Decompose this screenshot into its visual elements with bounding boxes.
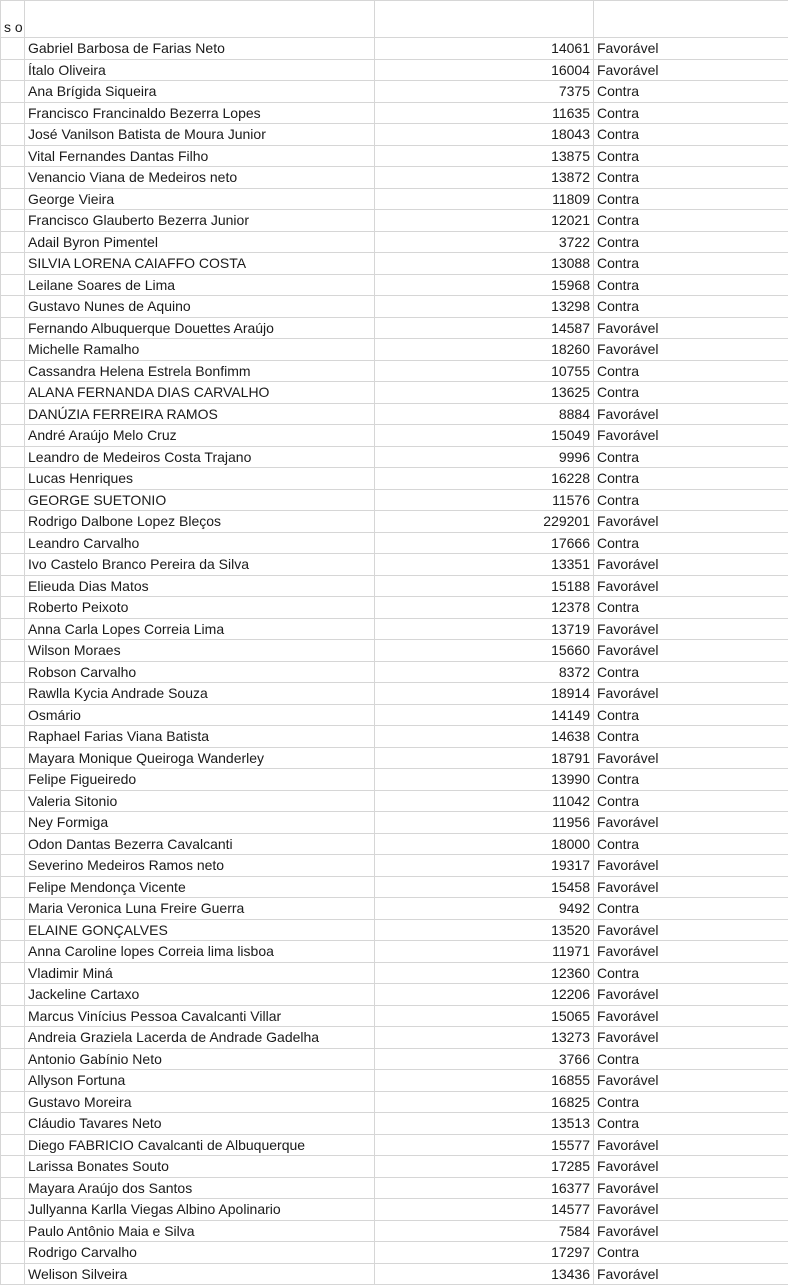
status-cell[interactable]: Favorável [594,683,788,705]
row-cell-a[interactable] [1,618,25,640]
table-row [1,898,788,920]
value-cell[interactable]: 11042 [375,790,594,812]
status-cell[interactable]: Favorável [594,812,788,834]
value-cell[interactable]: 14149 [375,704,594,726]
name-cell[interactable]: Osmário [25,704,375,726]
value-cell[interactable]: 13436 [375,1263,594,1285]
row-cell-a[interactable] [1,812,25,834]
name-cell[interactable]: Gabriel Barbosa de Farias Neto [25,38,375,60]
value-cell[interactable]: 15660 [375,640,594,662]
name-cell[interactable]: Ítalo Oliveira [25,59,375,81]
table-row [1,855,788,877]
status-cell[interactable]: Favorável [594,747,788,769]
value-cell[interactable]: 18260 [375,339,594,361]
name-cell[interactable]: Francisco Glauberto Bezerra Junior [25,210,375,232]
name-cell[interactable]: Gustavo Nunes de Aquino [25,296,375,318]
status-cell[interactable]: Contra [594,81,788,103]
status-cell[interactable]: Contra [594,468,788,490]
row-cell-a[interactable] [1,382,25,404]
value-cell[interactable]: 12206 [375,984,594,1006]
value-cell[interactable]: 10755 [375,360,594,382]
row-cell-a[interactable] [1,726,25,748]
row-cell-a[interactable] [1,59,25,81]
status-cell[interactable]: Favorável [594,1199,788,1221]
value-cell[interactable]: 13719 [375,618,594,640]
status-cell[interactable]: Contra [594,1242,788,1264]
table-row [1,597,788,619]
status-cell[interactable]: Favorável [594,511,788,533]
value-cell[interactable]: 14638 [375,726,594,748]
name-cell[interactable]: DANÚZIA FERREIRA RAMOS [25,403,375,425]
row-cell-a[interactable] [1,876,25,898]
table-row [1,167,788,189]
table-row [1,124,788,146]
name-cell[interactable]: Maria Veronica Luna Freire Guerra [25,898,375,920]
table-row [1,1134,788,1156]
value-cell[interactable]: 16855 [375,1070,594,1092]
row-cell-a[interactable] [1,984,25,1006]
name-cell[interactable]: Allyson Fortuna [25,1070,375,1092]
row-cell-a[interactable] [1,898,25,920]
table-row [1,382,788,404]
status-cell[interactable]: Contra [594,1048,788,1070]
value-cell[interactable]: 13088 [375,253,594,275]
table-row [1,683,788,705]
table-row [1,661,788,683]
row-cell-a[interactable] [1,919,25,941]
status-cell[interactable]: Favorável [594,38,788,60]
row-cell-a[interactable] [1,1199,25,1221]
value-cell[interactable]: 16228 [375,468,594,490]
name-cell[interactable]: Francisco Francinaldo Bezerra Lopes [25,102,375,124]
spreadsheet-body [1,1,788,1285]
table-row [1,769,788,791]
status-cell[interactable]: Contra [594,210,788,232]
value-cell[interactable]: 19317 [375,855,594,877]
row-cell-a[interactable] [1,360,25,382]
row-cell-a[interactable] [1,941,25,963]
name-cell[interactable]: Ivo Castelo Branco Pereira da Silva [25,554,375,576]
name-cell[interactable]: Venancio Viana de Medeiros neto [25,167,375,189]
name-cell[interactable]: Felipe Figueiredo [25,769,375,791]
status-cell[interactable]: Favorável [594,941,788,963]
value-cell[interactable]: 14587 [375,317,594,339]
table-row [1,1242,788,1264]
table-row [1,726,788,748]
row-cell-a[interactable] [1,1027,25,1049]
name-cell[interactable]: Vital Fernandes Dantas Filho [25,145,375,167]
table-row [1,59,788,81]
value-cell[interactable]: 9996 [375,446,594,468]
status-cell[interactable]: Contra [594,532,788,554]
status-cell[interactable]: Contra [594,167,788,189]
name-cell[interactable]: Mayara Monique Queiroga Wanderley [25,747,375,769]
status-cell[interactable]: Contra [594,769,788,791]
name-cell[interactable]: Diego FABRICIO Cavalcanti de Albuquerque [25,1134,375,1156]
status-cell[interactable]: Contra [594,446,788,468]
table-row [1,640,788,662]
status-cell[interactable]: Contra [594,898,788,920]
status-cell[interactable]: Contra [594,489,788,511]
row-cell-a[interactable] [1,145,25,167]
status-cell[interactable]: Contra [594,661,788,683]
row-cell-a[interactable] [1,339,25,361]
name-cell[interactable]: Roberto Peixoto [25,597,375,619]
table-row [1,1156,788,1178]
table-row [1,790,788,812]
name-cell[interactable]: Vladimir Miná [25,962,375,984]
row-cell-a[interactable] [1,1156,25,1178]
name-cell[interactable]: Rawlla Kycia Andrade Souza [25,683,375,705]
value-cell[interactable]: 18791 [375,747,594,769]
name-cell[interactable]: Michelle Ramalho [25,339,375,361]
row-cell-a[interactable] [1,1048,25,1070]
row-cell-a[interactable] [1,1263,25,1285]
row-cell-a[interactable] [1,1091,25,1113]
table-row [1,231,788,253]
row-cell-a[interactable] [1,1134,25,1156]
status-cell[interactable]: Favorável [594,984,788,1006]
name-cell[interactable]: Jullyanna Karlla Viegas Albino Apolinario [25,1199,375,1221]
header-row [1,1,788,38]
table-row [1,188,788,210]
status-cell[interactable]: Favorável [594,1156,788,1178]
name-cell[interactable]: André Araújo Melo Cruz [25,425,375,447]
status-cell[interactable]: Contra [594,726,788,748]
name-cell[interactable]: Mayara Araújo dos Santos [25,1177,375,1199]
row-cell-a[interactable] [1,81,25,103]
row-cell-a[interactable] [1,790,25,812]
table-row [1,145,788,167]
status-cell[interactable]: Favorável [594,1220,788,1242]
status-cell[interactable]: Favorável [594,1177,788,1199]
table-row [1,425,788,447]
value-cell[interactable]: 12360 [375,962,594,984]
value-cell[interactable]: 17297 [375,1242,594,1264]
table-row [1,962,788,984]
value-cell[interactable]: 12021 [375,210,594,232]
table-row [1,532,788,554]
status-cell[interactable]: Contra [594,360,788,382]
table-row [1,446,788,468]
name-cell[interactable]: Marcus Vinícius Pessoa Cavalcanti Villar [25,1005,375,1027]
table-row [1,360,788,382]
name-cell[interactable]: Leandro Carvalho [25,532,375,554]
row-cell-a[interactable] [1,425,25,447]
name-cell[interactable]: ELAINE GONÇALVES [25,919,375,941]
table-row [1,618,788,640]
row-cell-a[interactable] [1,102,25,124]
name-cell[interactable]: José Vanilson Batista de Moura Junior [25,124,375,146]
status-cell[interactable]: Favorável [594,339,788,361]
row-cell-a[interactable] [1,683,25,705]
name-cell[interactable]: Jackeline Cartaxo [25,984,375,1006]
value-cell[interactable]: 11635 [375,102,594,124]
status-cell[interactable]: Contra [594,296,788,318]
name-cell[interactable]: George Vieira [25,188,375,210]
table-row [1,984,788,1006]
row-cell-a[interactable] [1,274,25,296]
name-cell[interactable]: Leilane Soares de Lima [25,274,375,296]
value-cell[interactable]: 11809 [375,188,594,210]
table-row [1,1091,788,1113]
value-cell[interactable]: 13520 [375,919,594,941]
table-row [1,941,788,963]
status-cell[interactable]: Contra [594,231,788,253]
value-cell[interactable]: 13872 [375,167,594,189]
name-cell[interactable]: Gustavo Moreira [25,1091,375,1113]
row-cell-a[interactable] [1,769,25,791]
status-cell[interactable]: Contra [594,102,788,124]
name-cell[interactable]: SILVIA LORENA CAIAFFO COSTA [25,253,375,275]
value-cell[interactable]: 11956 [375,812,594,834]
row-cell-a[interactable] [1,855,25,877]
status-cell[interactable]: Favorável [594,59,788,81]
value-cell[interactable]: 9492 [375,898,594,920]
table-row [1,317,788,339]
row-cell-a[interactable] [1,833,25,855]
status-cell[interactable]: Favorável [594,618,788,640]
value-cell[interactable]: 15968 [375,274,594,296]
name-cell[interactable]: Severino Medeiros Ramos neto [25,855,375,877]
table-row [1,1199,788,1221]
status-cell[interactable]: Contra [594,145,788,167]
name-cell[interactable]: Rodrigo Carvalho [25,1242,375,1264]
status-cell[interactable]: Favorável [594,403,788,425]
row-cell-a[interactable] [1,1113,25,1135]
row-cell-a[interactable] [1,532,25,554]
status-cell[interactable]: Favorável [594,855,788,877]
status-cell[interactable]: Contra [594,597,788,619]
table-row [1,1113,788,1135]
value-cell[interactable]: 16377 [375,1177,594,1199]
status-cell[interactable]: Contra [594,962,788,984]
value-cell[interactable]: 15065 [375,1005,594,1027]
name-cell[interactable]: ALANA FERNANDA DIAS CARVALHO [25,382,375,404]
status-cell[interactable]: Favorável [594,425,788,447]
name-cell[interactable]: Valeria Sitonio [25,790,375,812]
row-cell-a[interactable] [1,296,25,318]
name-cell[interactable]: Larissa Bonates Souto [25,1156,375,1178]
name-cell[interactable]: GEORGE SUETONIO [25,489,375,511]
value-cell[interactable]: 11971 [375,941,594,963]
status-cell[interactable]: Contra [594,704,788,726]
row-cell-a[interactable] [1,1177,25,1199]
table-row [1,1005,788,1027]
row-cell-a[interactable] [1,403,25,425]
table-row [1,403,788,425]
value-cell[interactable]: 13990 [375,769,594,791]
row-cell-a[interactable] [1,124,25,146]
row-cell-a[interactable] [1,597,25,619]
row-cell-a[interactable] [1,188,25,210]
table-row [1,1027,788,1049]
row-cell-a[interactable] [1,511,25,533]
table-row [1,81,788,103]
table-row [1,1177,788,1199]
name-cell[interactable]: Welison Silveira [25,1263,375,1285]
status-cell[interactable]: Contra [594,1113,788,1135]
row-cell-a[interactable] [1,747,25,769]
row-cell-a[interactable] [1,1005,25,1027]
value-cell[interactable]: 13625 [375,382,594,404]
value-cell[interactable]: 7584 [375,1220,594,1242]
name-cell[interactable]: Andreia Graziela Lacerda de Andrade Gadelha [25,1027,375,1049]
table-row [1,704,788,726]
name-cell[interactable]: Rodrigo Dalbone Lopez Bleços [25,511,375,533]
header-cell-name[interactable] [25,1,375,38]
row-cell-a[interactable] [1,468,25,490]
header-cell-value[interactable] [375,1,594,38]
name-cell[interactable]: Raphael Farias Viana Batista [25,726,375,748]
status-cell[interactable]: Favorável [594,876,788,898]
name-cell[interactable]: Anna Caroline lopes Correia lima lisboa [25,941,375,963]
table-row [1,38,788,60]
row-cell-a[interactable] [1,1220,25,1242]
value-cell[interactable]: 8884 [375,403,594,425]
row-cell-a[interactable] [1,38,25,60]
value-cell[interactable]: 15049 [375,425,594,447]
value-cell[interactable]: 15188 [375,575,594,597]
table-row [1,1263,788,1285]
status-cell[interactable]: Contra [594,790,788,812]
table-row [1,489,788,511]
table-row [1,274,788,296]
name-cell[interactable]: Fernando Albuquerque Douettes Araújo [25,317,375,339]
name-cell[interactable]: Anna Carla Lopes Correia Lima [25,618,375,640]
row-cell-a[interactable] [1,317,25,339]
name-cell[interactable]: Antonio Gabínio Neto [25,1048,375,1070]
row-cell-a[interactable] [1,554,25,576]
table-row [1,747,788,769]
value-cell[interactable]: 14061 [375,38,594,60]
status-cell[interactable]: Favorável [594,575,788,597]
name-cell[interactable]: Leandro de Medeiros Costa Trajano [25,446,375,468]
status-cell[interactable]: Favorável [594,1027,788,1049]
value-cell[interactable]: 17285 [375,1156,594,1178]
row-cell-a[interactable] [1,210,25,232]
row-cell-a[interactable] [1,575,25,597]
value-cell[interactable]: 18000 [375,833,594,855]
name-cell[interactable]: Elieuda Dias Matos [25,575,375,597]
value-cell[interactable]: 17666 [375,532,594,554]
name-cell[interactable]: Wilson Moraes [25,640,375,662]
table-row [1,339,788,361]
status-cell[interactable]: Favorável [594,1134,788,1156]
value-cell[interactable]: 13273 [375,1027,594,1049]
table-row [1,468,788,490]
name-cell[interactable]: Paulo Antônio Maia e Silva [25,1220,375,1242]
table-row [1,511,788,533]
status-cell[interactable]: Contra [594,124,788,146]
row-cell-a[interactable] [1,489,25,511]
value-cell[interactable]: 13298 [375,296,594,318]
status-cell[interactable]: Contra [594,253,788,275]
header-cell-status[interactable] [594,1,788,38]
table-row [1,833,788,855]
status-cell[interactable]: Favorável [594,1070,788,1092]
name-cell[interactable]: Robson Carvalho [25,661,375,683]
name-cell[interactable]: Ana Brígida Siqueira [25,81,375,103]
value-cell[interactable]: 13351 [375,554,594,576]
value-cell[interactable]: 16825 [375,1091,594,1113]
name-cell[interactable]: Felipe Mendonça Vicente [25,876,375,898]
name-cell[interactable]: Odon Dantas Bezerra Cavalcanti [25,833,375,855]
name-cell[interactable]: Cassandra Helena Estrela Bonfimm [25,360,375,382]
row-cell-a[interactable] [1,962,25,984]
status-cell[interactable]: Contra [594,382,788,404]
table-row [1,876,788,898]
row-cell-a[interactable] [1,446,25,468]
table-row [1,1220,788,1242]
value-cell[interactable]: 13875 [375,145,594,167]
header-cell-a[interactable]: s o [1,1,25,38]
status-cell[interactable]: Favorável [594,554,788,576]
status-cell[interactable]: Favorável [594,1005,788,1027]
row-cell-a[interactable] [1,1070,25,1092]
row-cell-a[interactable] [1,661,25,683]
name-cell[interactable]: Cláudio Tavares Neto [25,1113,375,1135]
table-row [1,919,788,941]
value-cell[interactable]: 16004 [375,59,594,81]
value-cell[interactable]: 15577 [375,1134,594,1156]
value-cell[interactable]: 3722 [375,231,594,253]
table-row [1,575,788,597]
status-cell[interactable]: Favorável [594,317,788,339]
value-cell[interactable]: 18043 [375,124,594,146]
status-cell[interactable]: Contra [594,833,788,855]
table-row [1,1048,788,1070]
value-cell[interactable]: 12378 [375,597,594,619]
status-cell[interactable]: Favorável [594,640,788,662]
table-row [1,1070,788,1092]
table-row [1,554,788,576]
row-cell-a[interactable] [1,253,25,275]
value-cell[interactable]: 18914 [375,683,594,705]
value-cell[interactable]: 229201 [375,511,594,533]
name-cell[interactable]: Ney Formiga [25,812,375,834]
table-row [1,253,788,275]
status-cell[interactable]: Contra [594,1091,788,1113]
status-cell[interactable]: Favorável [594,919,788,941]
value-cell[interactable]: 14577 [375,1199,594,1221]
table-row [1,210,788,232]
row-cell-a[interactable] [1,640,25,662]
value-cell[interactable]: 7375 [375,81,594,103]
value-cell[interactable]: 3766 [375,1048,594,1070]
value-cell[interactable]: 13513 [375,1113,594,1135]
name-cell[interactable]: Adail Byron Pimentel [25,231,375,253]
value-cell[interactable]: 15458 [375,876,594,898]
value-cell[interactable]: 8372 [375,661,594,683]
status-cell[interactable]: Favorável [594,1263,788,1285]
table-row [1,102,788,124]
name-cell[interactable]: Lucas Henriques [25,468,375,490]
status-cell[interactable]: Contra [594,188,788,210]
table-row [1,296,788,318]
row-cell-a[interactable] [1,1242,25,1264]
status-cell[interactable]: Contra [594,274,788,296]
value-cell[interactable]: 11576 [375,489,594,511]
row-cell-a[interactable] [1,704,25,726]
row-cell-a[interactable] [1,231,25,253]
row-cell-a[interactable] [1,167,25,189]
table-row [1,812,788,834]
